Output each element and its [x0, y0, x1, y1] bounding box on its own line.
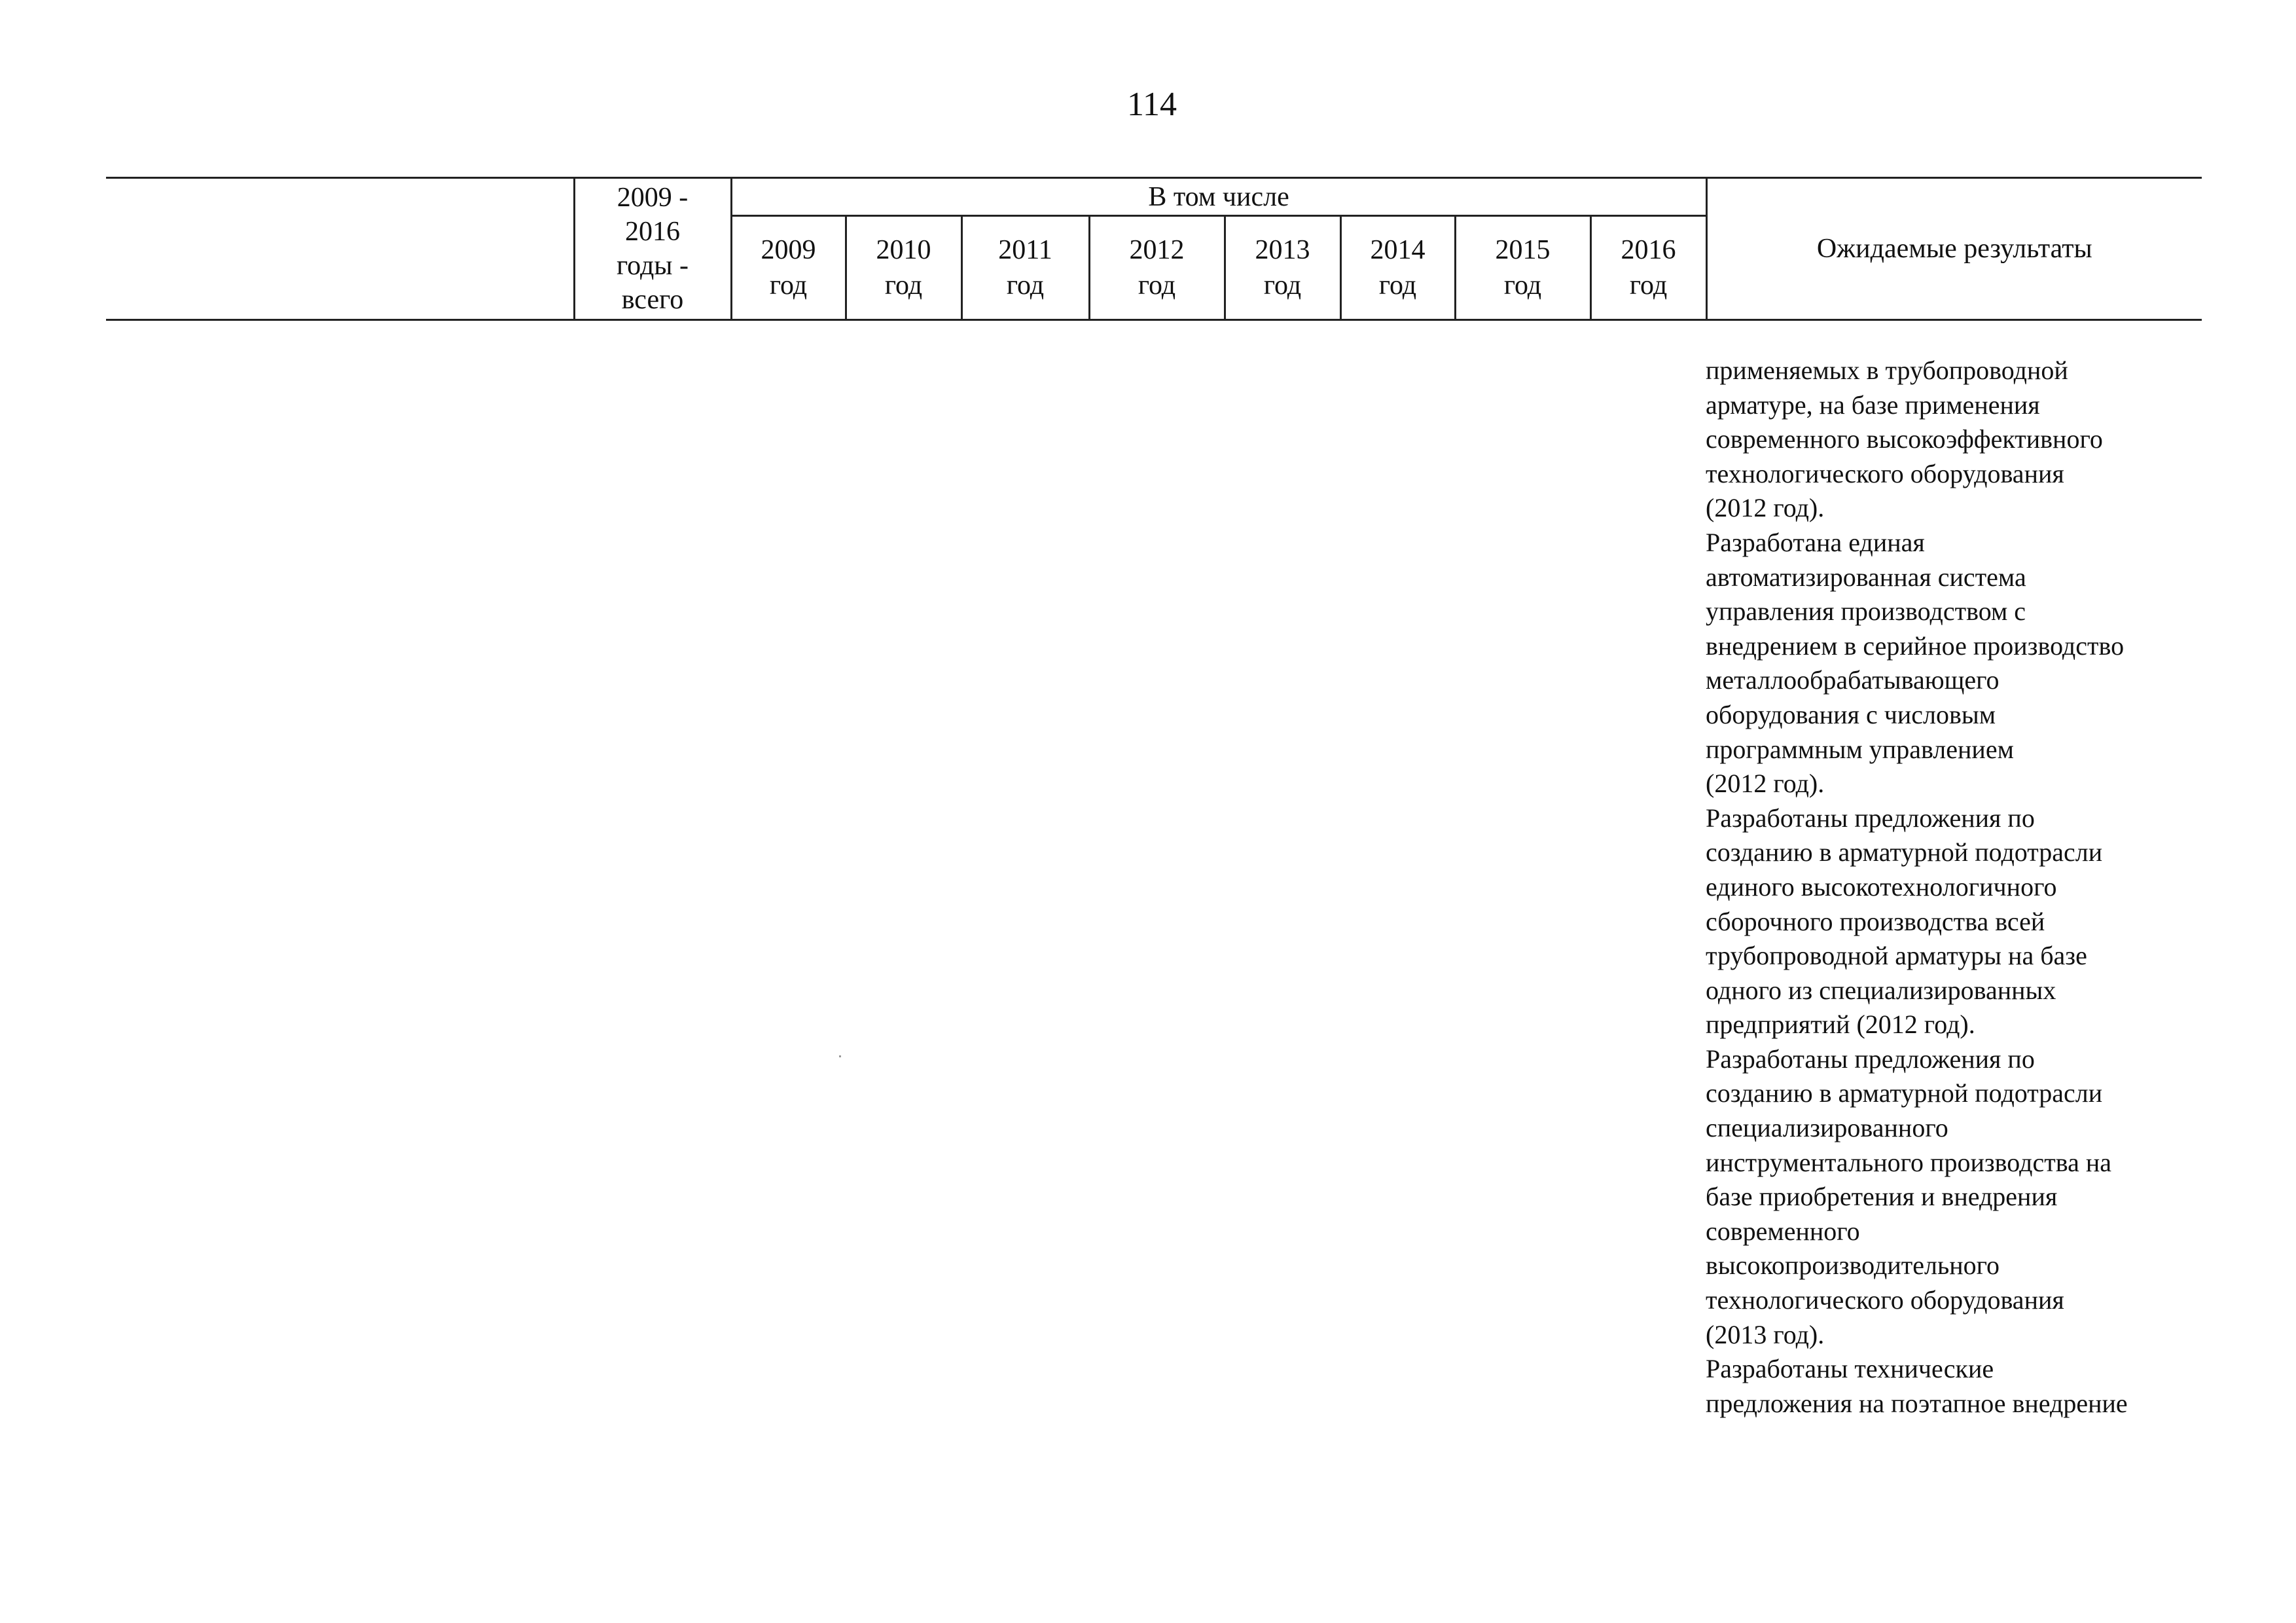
results-line: управления производством с: [1706, 596, 2026, 627]
year-header-cell: [1455, 216, 1590, 320]
year-header-cell: [846, 216, 961, 320]
results-line: Разработаны предложения по: [1706, 803, 2035, 833]
year-unit: год: [1378, 270, 1417, 301]
year-header-cell: [1225, 216, 1340, 320]
year-unit: год: [884, 270, 923, 301]
year-unit: год: [1629, 270, 1668, 301]
results-line: оборудования с числовым: [1706, 699, 1996, 729]
total-years-line: 2009 -: [617, 183, 689, 213]
results-line: высокопроизводительного: [1706, 1250, 2000, 1281]
results-line: трубопроводной арматуры на базе: [1706, 941, 2087, 971]
results-line: Разработаны предложения по: [1706, 1044, 2035, 1074]
results-line: одного из специализированных: [1706, 975, 2056, 1005]
results-line: единого высокотехнологичного: [1706, 871, 2057, 902]
year-header-cell: [1089, 216, 1225, 320]
year-unit: год: [1006, 270, 1045, 301]
year-value: 2012: [1129, 235, 1185, 265]
results-line: созданию в арматурной подотрасли: [1706, 837, 2103, 867]
year-value: 2010: [876, 235, 931, 265]
total-years-line: 2016: [625, 217, 680, 247]
year-header-cell: [961, 216, 1089, 320]
year-unit: год: [1503, 270, 1542, 301]
results-line: современного высокоэффективного: [1706, 424, 2103, 454]
year-value: 2016: [1621, 235, 1676, 265]
year-value: 2009: [761, 235, 816, 265]
row-label-header-cell: [106, 178, 574, 320]
total-years-line: всего: [621, 285, 684, 315]
results-line: технологического оборудования: [1706, 1285, 2064, 1315]
results-line: (2012 год).: [1706, 769, 1825, 799]
results-line: технологического оборудования: [1706, 458, 2064, 488]
results-line: программным управлением: [1706, 734, 2014, 764]
year-unit: год: [769, 270, 808, 301]
results-line: автоматизированная система: [1706, 562, 2026, 592]
year-value: 2011: [998, 235, 1052, 265]
results-line: Разработаны технические: [1706, 1354, 1994, 1384]
results-line: Разработана единая: [1706, 527, 1925, 557]
scan-speck: [839, 1055, 841, 1057]
year-header-cell: [1340, 216, 1455, 320]
results-line: внедрением в серийное производство: [1706, 630, 2125, 661]
results-line: (2012 год).: [1706, 493, 1825, 523]
year-header-cell: [731, 216, 846, 320]
results-line: базе приобретения и внедрения: [1706, 1182, 2058, 1212]
expected-results-header-cell: Ожидаемые результаты: [1706, 178, 2202, 320]
results-line: современного: [1706, 1216, 1860, 1246]
year-header-cell: [1590, 216, 1706, 320]
expected-results-text: [1706, 354, 2203, 1421]
year-value: 2015: [1495, 235, 1551, 265]
results-line: предложения на поэтапное внедрение: [1706, 1388, 2128, 1418]
year-value: 2013: [1255, 235, 1310, 265]
results-line: применяемых в трубопроводной: [1706, 356, 2068, 385]
results-line: предприятий (2012 год).: [1706, 1010, 1975, 1040]
results-line: инструментального производства на: [1706, 1147, 2111, 1177]
year-unit: год: [1138, 270, 1176, 301]
total-years-line: годы -: [616, 251, 689, 281]
table-header: [106, 177, 2202, 321]
year-value: 2014: [1370, 235, 1426, 265]
results-line: созданию в арматурной подотрасли: [1706, 1078, 2103, 1108]
results-line: арматуре, на базе применения: [1706, 390, 2040, 420]
results-line: (2013 год).: [1706, 1319, 1825, 1349]
total-years-header-cell: [574, 178, 731, 320]
results-line: металлообрабатывающего: [1706, 665, 2000, 695]
including-header-cell: В том числе: [731, 178, 1706, 216]
page-number: 114: [1126, 86, 1177, 123]
results-line: сборочного производства всей: [1706, 906, 2045, 936]
year-unit: год: [1263, 270, 1302, 301]
results-line: специализированного: [1706, 1113, 1948, 1143]
